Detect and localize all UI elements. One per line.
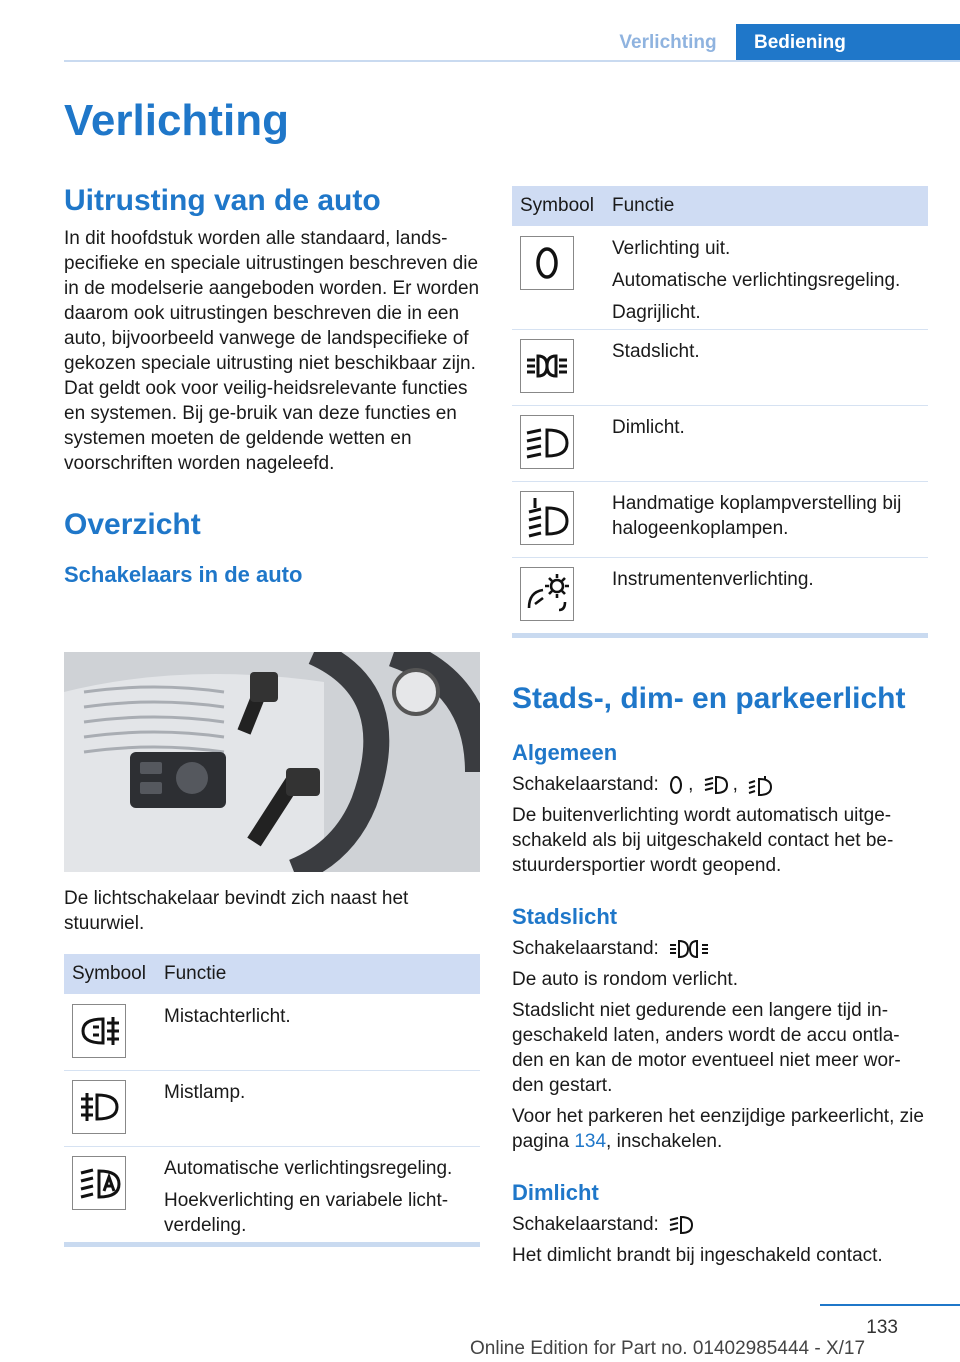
switch-positions-general — [512, 772, 928, 797]
table-row — [512, 557, 928, 633]
switch-label: Schakelaarstand: — [512, 1214, 659, 1235]
switch-positions-lowbeam — [512, 1212, 928, 1237]
photo-caption: De lichtschakelaar bevindt zich naast het stuurwiel. — [64, 888, 409, 934]
table-row — [64, 1070, 480, 1147]
footer-rule — [820, 1304, 960, 1306]
paragraph-general: De buitenverlichting wordt automatisch uitge-schakeld als bij uitgeschakeld contact het be-stuurdersportier wordt geopend. — [512, 805, 894, 876]
table-row — [512, 481, 928, 558]
table-cell-function: Stadslicht. — [612, 341, 700, 362]
table-cell-function: Automatische verlichtingsregeling. — [164, 1158, 453, 1179]
page-link-134[interactable]: 134 — [574, 1131, 607, 1152]
rear-fog-light-icon — [72, 1004, 126, 1058]
table-cell-function: Hoekverlichting en variabele licht-verdeling. — [164, 1190, 449, 1236]
right-column — [512, 682, 928, 1268]
table-cell-function: Dimlicht. — [612, 417, 685, 438]
auto-light-icon — [72, 1156, 126, 1210]
switch-label: Schakelaarstand: — [512, 938, 659, 959]
page-number: 133 — [866, 1317, 898, 1338]
low-beam-icon — [520, 415, 574, 469]
paragraph-parking-3 — [512, 1104, 928, 1154]
table-cell-function: Automatische verlichtingsregeling. — [612, 270, 901, 291]
right-table-end-rule — [512, 633, 928, 638]
left-table-header — [64, 954, 480, 994]
heading-switches: Schakelaars in de auto — [64, 562, 303, 587]
switch-positions-parking — [512, 936, 928, 961]
table-row — [512, 405, 928, 482]
heading-lights: Stads-, dim- en parkeerlicht — [512, 682, 906, 715]
instrument-light-icon — [520, 567, 574, 621]
header-rule — [64, 60, 960, 62]
heading-lowbeam: Dimlicht — [512, 1180, 599, 1205]
low-beam-icon — [668, 1214, 694, 1236]
table-cell-function: Handmatige koplampverstelling bij halogeenkoplampen. — [612, 493, 902, 539]
paragraph-parking-1: De auto is rondom verlicht. — [512, 969, 738, 990]
table-row — [512, 226, 928, 330]
right-table-header — [512, 186, 928, 226]
heading-general: Algemeen — [512, 740, 618, 765]
left-table-end-rule — [64, 1242, 480, 1247]
parking-light-icon — [668, 938, 712, 960]
footer-edition: Online Edition for Part no. 01402985444 - X/17 — [470, 1338, 866, 1359]
heading-parking: Stadslicht — [512, 904, 618, 929]
table-cell-function: Mistachterlicht. — [164, 1006, 291, 1027]
left-column — [64, 184, 480, 588]
low-beam-icon — [703, 774, 729, 796]
lights-off-icon — [668, 774, 684, 796]
fog-lamp-icon — [72, 1080, 126, 1134]
paragraph-parking-2: Stadslicht niet gedurende een langere tijd in-geschakeld laten, anders wordt de accu ontla-den en kan de motor eventueel niet meer wor-den gestart. — [512, 1000, 901, 1096]
table-row — [64, 994, 480, 1071]
right-table-col-symbol: Symbool — [520, 195, 594, 216]
page-title: Verlichting — [64, 96, 289, 145]
left-table-col-function: Functie — [164, 963, 227, 984]
dashboard-illustration — [64, 652, 480, 872]
lights-off-icon — [520, 236, 574, 290]
table-row — [512, 329, 928, 406]
table-cell-function: Instrumentenverlichting. — [612, 569, 814, 590]
separator: , — [732, 774, 738, 795]
left-table-col-symbol: Symbool — [72, 963, 146, 984]
table-cell-function: Verlichting uit. — [612, 238, 731, 259]
table-cell-function: Mistlamp. — [164, 1082, 246, 1103]
header-tab-section: Verlichting — [619, 32, 717, 53]
dashboard-photo — [64, 652, 480, 872]
parking-light-icon — [520, 339, 574, 393]
headlight-range-icon — [520, 491, 574, 545]
heading-overview: Overzicht — [64, 508, 201, 541]
right-table-col-function: Functie — [612, 195, 675, 216]
auto-light-icon — [747, 774, 773, 796]
paragraph-lowbeam: Het dimlicht brandt bij ingeschakeld contact. — [512, 1245, 883, 1266]
table-row — [64, 1146, 480, 1238]
heading-equipment: Uitrusting van de auto — [64, 184, 381, 217]
paragraph-equipment: In dit hoofdstuk worden alle standaard, lands-pecifieke en speciale uitrustingen beschreven die in de modelserie aangeboden worden. Er worden daarom ook uitrustingen beschreven die in een auto, bijvoorbeeld vanwege de landspecifieke of gekozen speciale uitrusting niet beschikbaar zijn. Dat geldt ook voor veilig-heidsrelevante functies en systemen. Bij ge-bruik van deze functies en systemen moeten de geldende wetten en voorschriften worden nageleefd. — [64, 228, 480, 474]
switch-label: Schakelaarstand: — [512, 774, 659, 795]
table-cell-function: Dagrijlicht. — [612, 302, 701, 323]
separator: , — [688, 774, 694, 795]
paragraph-parking-3-tail: , inschakelen. — [606, 1131, 723, 1152]
header-tab-chapter: Bediening — [736, 24, 960, 62]
paragraph-parking-3-text: Voor het parkeren het eenzijdige parkeerlicht, zie pagina — [512, 1106, 924, 1152]
